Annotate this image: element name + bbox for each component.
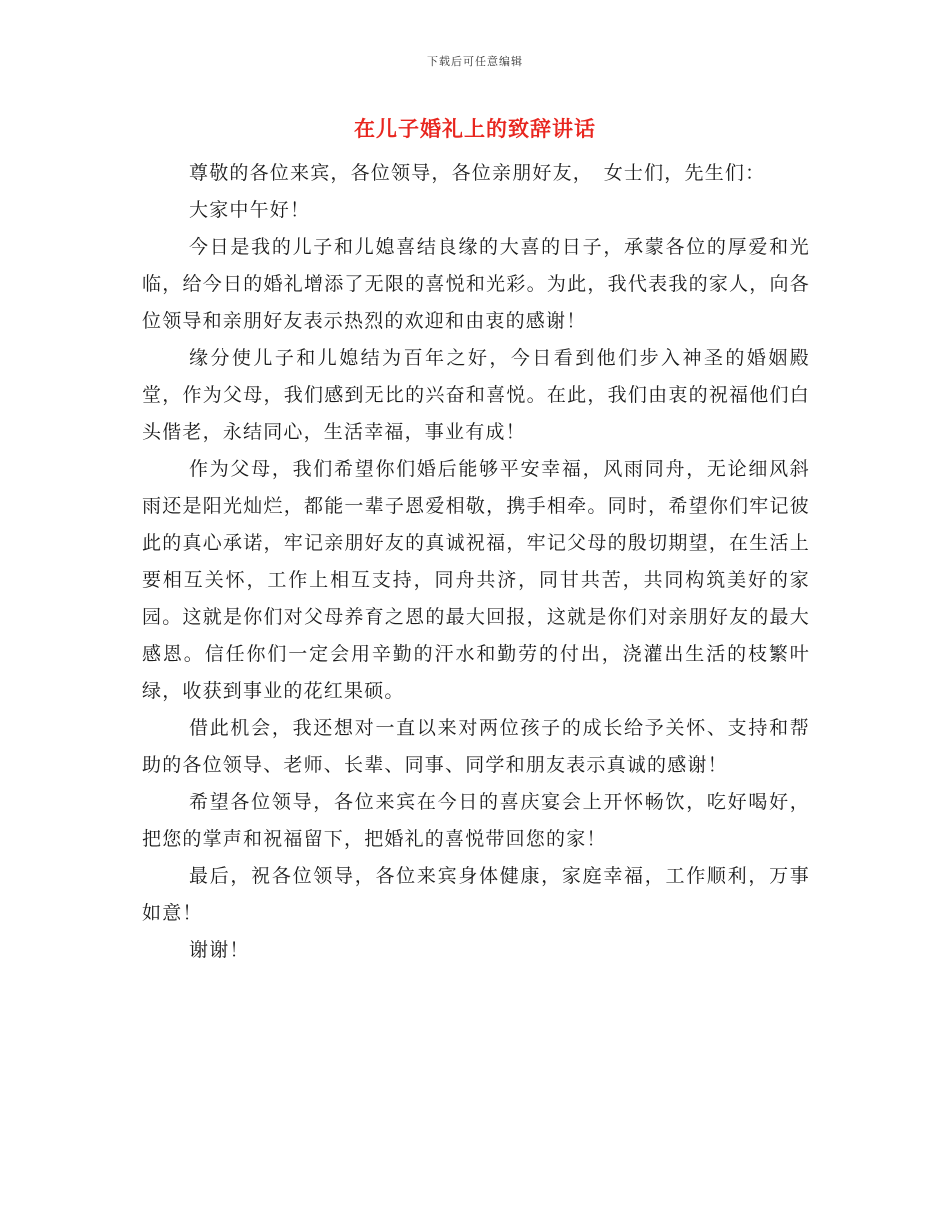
- paragraph-thanks: 借此机会，我还想对一直以来对两位孩子的成长给予关怀、支持和帮助的各位领导、老师、长辈、同事、同学和朋友表示真诚的感谢！: [142, 717, 810, 776]
- paragraph-toast: 希望各位领导，各位来宾在今日的喜庆宴会上开怀畅饮，吃好喝好，把您的掌声和祝福留下，把婚礼的喜悦带回您的家！: [142, 791, 810, 850]
- paragraph-greeting: 大家中午好！: [189, 199, 311, 221]
- paragraph-closing: 谢谢！: [189, 939, 250, 961]
- page-header-note: 下载后可任意编辑: [427, 55, 523, 68]
- document-body: [142, 155, 810, 969]
- paragraph-wishes: 最后，祝各位领导，各位来宾身体健康，家庭幸福，工作顺利，万事如意！: [142, 865, 810, 924]
- paragraph-blessing: 缘分使儿子和儿媳结为百年之好，今日看到他们步入神圣的婚姻殿堂，作为父母，我们感到无比的兴奋和喜悦。在此，我们由衷的祝福他们白头偕老，永结同心，生活幸福，事业有成！: [142, 347, 810, 443]
- paragraph-salutation: 尊敬的各位来宾，各位领导，各位亲朋好友， 女士们，先生们：: [189, 162, 766, 184]
- document-title: 在儿子婚礼上的致辞讲话: [354, 116, 596, 141]
- paragraph-welcome: 今日是我的儿子和儿媳喜结良缘的大喜的日子，承蒙各位的厚爱和光临，给今日的婚礼增添了无限的喜悦和光彩。为此，我代表我的家人，向各位领导和亲朋好友表示热烈的欢迎和由衷的感谢！: [142, 236, 810, 332]
- paragraph-hopes: 作为父母，我们希望你们婚后能够平安幸福，风雨同舟，无论细风斜雨还是阳光灿烂，都能一辈子恩爱相敬，携手相牵。同时，希望你们牢记彼此的真心承诺，牢记亲朋好友的真诚祝福，牢记父母的殷切期望，在生活上要相互关怀，工作上相互支持，同舟共济，同甘共苦，共同构筑美好的家园。这就是你们对父母养育之恩的最大回报，这就是你们对亲朋好友的最大感恩。信任你们一定会用辛勤的汗水和勤劳的付出，浇灌出生活的枝繁叶绿，收获到事业的花红果硕。: [142, 458, 810, 702]
